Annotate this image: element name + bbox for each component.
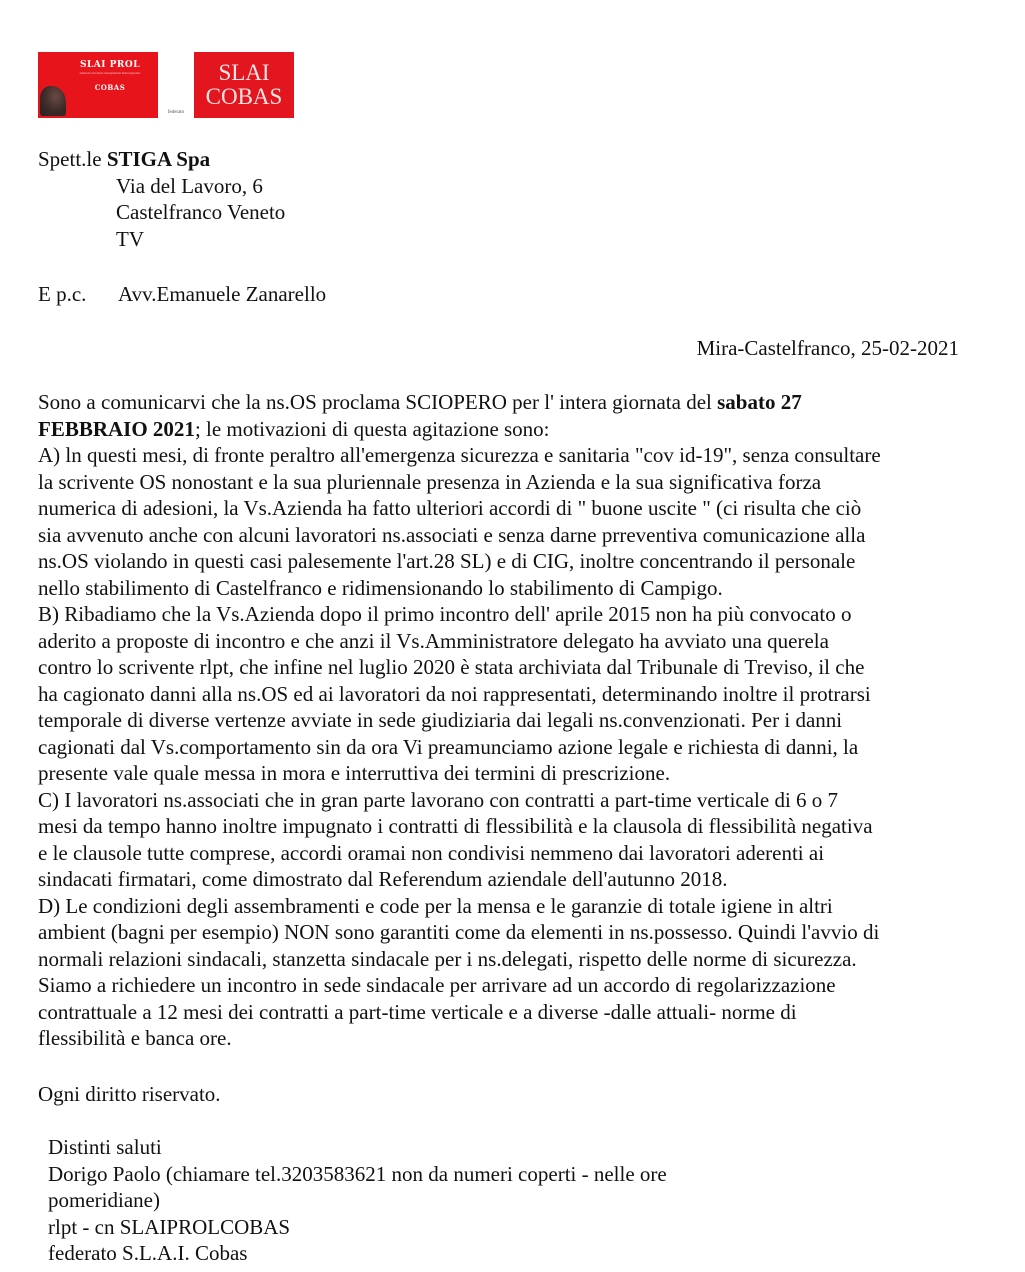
letterhead-logos	[38, 52, 294, 118]
body-line: la scrivente OS nonostant e la sua pluriennale presenza in Azienda e la sua significativa forza	[38, 469, 822, 494]
body-line: D) Le condizioni degli assembramenti e code per la mensa e le garanzie di totale igiene in altri	[38, 893, 833, 918]
recipient-address	[38, 146, 285, 252]
body-line: ha cagionato danni alla ns.OS ed ai lavoratori da noi rappresentati, determinando inoltre il protrarsi	[38, 681, 871, 706]
place-date: Mira-Castelfranco, 25-02-2021	[696, 336, 959, 360]
body-line: normali relazioni sindacali, stanzetta sindacale per i ns.delegati, rispetto delle norme di sicurezza.	[38, 946, 857, 971]
signature-line: federato S.L.A.I. Cobas	[48, 1241, 248, 1265]
strike-date-day: sabato 27	[717, 390, 802, 414]
recipient-street: Via del Lavoro, 6	[116, 173, 263, 198]
intro-text: Sono a comunicarvi che la ns.OS proclama SCIOPERO per l' intera giornata del	[38, 390, 718, 414]
body-line: B) Ribadiamo che la Vs.Azienda dopo il primo incontro dell' aprile 2015 non ha più convocato o	[38, 602, 852, 626]
body-line: contrattuale a 12 mesi dei contratti a part-time verticale e a diverse -dalle attuali- norme di	[38, 999, 797, 1024]
logo1-title: SLAI PROL	[79, 60, 141, 70]
logo1-cobas: COBAS	[94, 83, 126, 92]
slai-prol-cobas-logo	[38, 52, 158, 118]
body-line: ns.OS violando in questi casi palesemente l'art.28 SL) e di CIG, inoltre concentrando il personale	[38, 549, 856, 573]
logo-connector: federato	[167, 110, 185, 115]
recipient-company: STIGA Spa	[106, 147, 211, 171]
intro-line-1	[38, 389, 988, 416]
intro-line-2	[38, 416, 988, 443]
body-line: cagionati dal Vs.comportamento sin da ora Vi preamunciamo azione legale e richiesta di danni, la	[38, 734, 859, 759]
recipient-province: TV	[116, 226, 144, 251]
strike-date-month: FEBBRAIO 2021	[38, 416, 195, 441]
cc-label: E p.c.	[38, 282, 87, 306]
body-line: presente vale quale messa in mora e interruttiva dei termini di prescrizione.	[38, 761, 671, 785]
body-line: e le clausole tutte comprese, accordi oramai non condivisi nemmeno dai lavoratori aderenti ai	[38, 840, 825, 865]
body-line: aderito a proposte di incontro e che anzi il Vs.Amministratore delegato ha avviato una querela	[38, 628, 829, 653]
recipient-prefix: Spett.le	[38, 147, 102, 171]
signature-block	[48, 1134, 667, 1267]
body-line: nello stabilimento di Castelfranco e ridimensionando lo stabilimento di Campigo.	[38, 575, 723, 600]
body-line: mesi da tempo hanno inoltre impugnato i contratti di flessibilità e la clausola di flessibilità negativa	[38, 814, 873, 838]
cc-line	[38, 281, 326, 308]
logo2-line1: SLAI	[218, 60, 270, 85]
signature-greeting: Distinti saluti	[48, 1135, 162, 1159]
raised-fist-icon	[40, 86, 66, 116]
signature-line: pomeridiane)	[48, 1188, 160, 1212]
body-line: flessibilità e banca ore.	[38, 1026, 232, 1050]
letter-body	[38, 389, 988, 1052]
body-line: contro lo scrivente rlpt, che infine nel luglio 2020 è stata archiviata dal Tribunale di Treviso, il che	[38, 655, 865, 679]
body-line: sindacati firmatari, come dimostrato dal Referendum aziendale dell'autunno 2018.	[38, 867, 728, 891]
logo2-line2: COBAS	[205, 84, 283, 109]
logo1-subtitle: sindacato lavoratori autorganizzati intercategoriale	[79, 71, 141, 75]
body-line: Siamo a richiedere un incontro in sede sindacale per arrivare ad un accordo di regolarizzazione	[38, 973, 836, 997]
slai-cobas-logo	[194, 52, 294, 118]
body-line: A) ln questi mesi, di fronte peraltro all'emergenza sicurezza e sanitaria "cov id-19", senza consultare	[38, 443, 881, 467]
intro-text-2: ; le motivazioni di questa agitazione sono:	[194, 416, 550, 441]
body-line: C) I lavoratori ns.associati che in gran parte lavorano con contratti a part-time verticale di 6 o 7	[38, 787, 839, 812]
body-line: sia avvenuto anche con alcuni lavoratori ns.associati e senza darne prreventiva comunicazione alla	[38, 522, 866, 547]
body-line: temporale di diverse vertenze avviate in sede giudiziaria dai legali ns.convenzionati. Per i danni	[38, 708, 843, 732]
recipient-city: Castelfranco Veneto	[116, 200, 286, 224]
cc-name: Avv.Emanuele Zanarello	[118, 282, 327, 306]
signature-line: Dorigo Paolo (chiamare tel.3203583621 non da numeri coperti - nelle ore	[48, 1161, 667, 1186]
body-line: numerica di adesioni, la Vs.Azienda ha fatto ulteriori accordi di " buone uscite " (ci risulta che ciò	[38, 496, 862, 520]
body-line: ambient (bagni per esempio) NON sono garantiti come da elementi in ns.possesso. Quindi l'avvio di	[38, 920, 880, 944]
signature-line: rlpt - cn SLAIPROLCOBAS	[48, 1214, 291, 1239]
closing-statement: Ogni diritto riservato.	[38, 1082, 221, 1106]
